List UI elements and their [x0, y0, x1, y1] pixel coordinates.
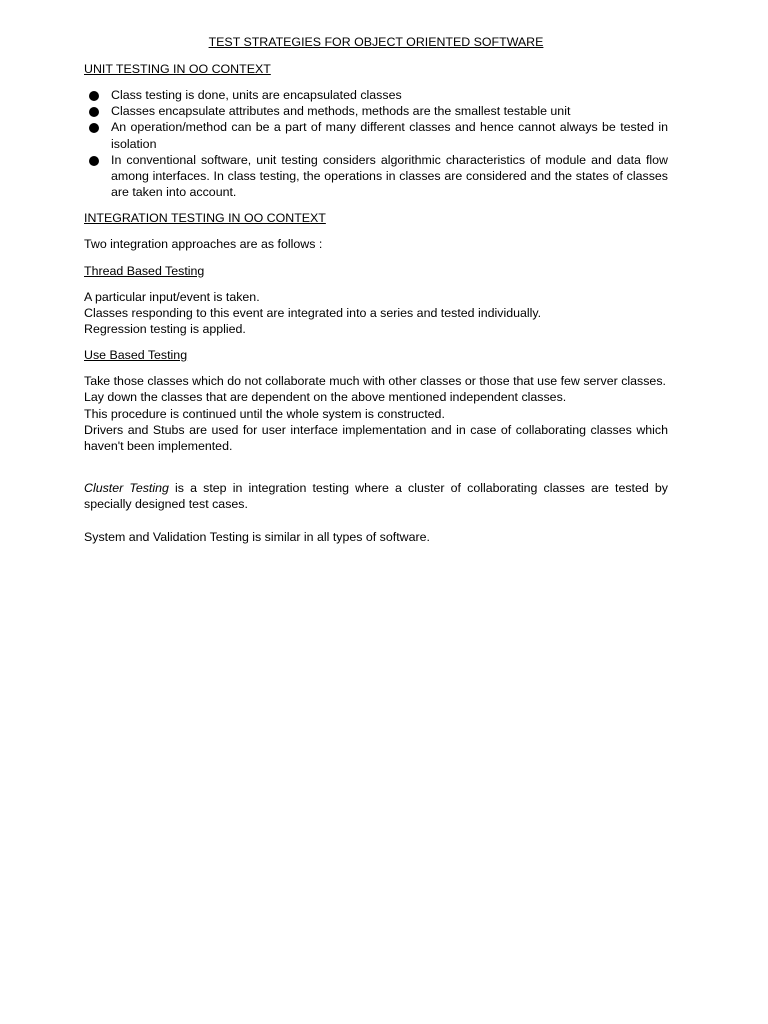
use-based-section: [84, 373, 668, 454]
cluster-testing-term: Cluster Testing: [84, 481, 169, 496]
bullet-item: [84, 152, 668, 201]
bullet-item: [84, 119, 668, 151]
cluster-testing-text: is a step in integration testing where a cluster of collaborating classes are tested by specially designed test cases.: [84, 481, 669, 512]
bullet-item: [84, 87, 668, 103]
thread-based-heading: Thread Based Testing: [84, 263, 205, 278]
bullet-item: [84, 103, 668, 119]
use-based-line: This procedure is continued until the whole system is constructed.: [84, 406, 445, 421]
cluster-testing-paragraph: [84, 480, 668, 512]
document-page: [84, 34, 668, 555]
system-validation-paragraph: System and Validation Testing is similar in all types of software.: [84, 529, 430, 544]
bullet-text: Classes encapsulate attributes and methods, methods are the smallest testable unit: [111, 104, 571, 119]
bullet-icon: [89, 107, 99, 117]
use-based-heading: Use Based Testing: [84, 348, 188, 363]
unit-testing-heading: UNIT TESTING IN OO CONTEXT: [84, 62, 271, 76]
bullet-icon: [89, 156, 99, 166]
bullet-text: Class testing is done, units are encapsulated classes: [111, 88, 402, 102]
document-title: TEST STRATEGIES FOR OBJECT ORIENTED SOFTWARE: [208, 35, 544, 49]
bullet-text: An operation/method can be a part of many different classes and hence cannot always be tested in isolation: [111, 120, 668, 151]
thread-based-section: [84, 289, 668, 338]
use-based-line: Drivers and Stubs are used for user interface implementation and in case of collaborating classes which haven't been implemented.: [84, 422, 668, 454]
bullet-icon: [89, 123, 99, 133]
blank-line: [84, 464, 668, 480]
integration-intro: Two integration approaches are as follows :: [84, 237, 323, 252]
bullet-text: In conventional software, unit testing considers algorithmic characteristics of module and data flow among interfaces. In class testing, the operations in classes are considered and the states of classes are taken into account.: [111, 152, 668, 200]
unit-testing-bullet-list: [84, 87, 668, 200]
use-based-line: Lay down the classes that are dependent on the above mentioned independent classes.: [84, 390, 567, 405]
thread-based-line: A particular input/event is taken.: [84, 289, 260, 304]
bullet-icon: [89, 91, 99, 101]
integration-testing-heading: INTEGRATION TESTING IN OO CONTEXT: [84, 211, 326, 226]
use-based-line: Take those classes which do not collaborate much with other classes or those that use few server classes.: [84, 374, 666, 389]
thread-based-line: Classes responding to this event are integrated into a series and tested individually.: [84, 305, 542, 320]
thread-based-line: Regression testing is applied.: [84, 322, 246, 337]
